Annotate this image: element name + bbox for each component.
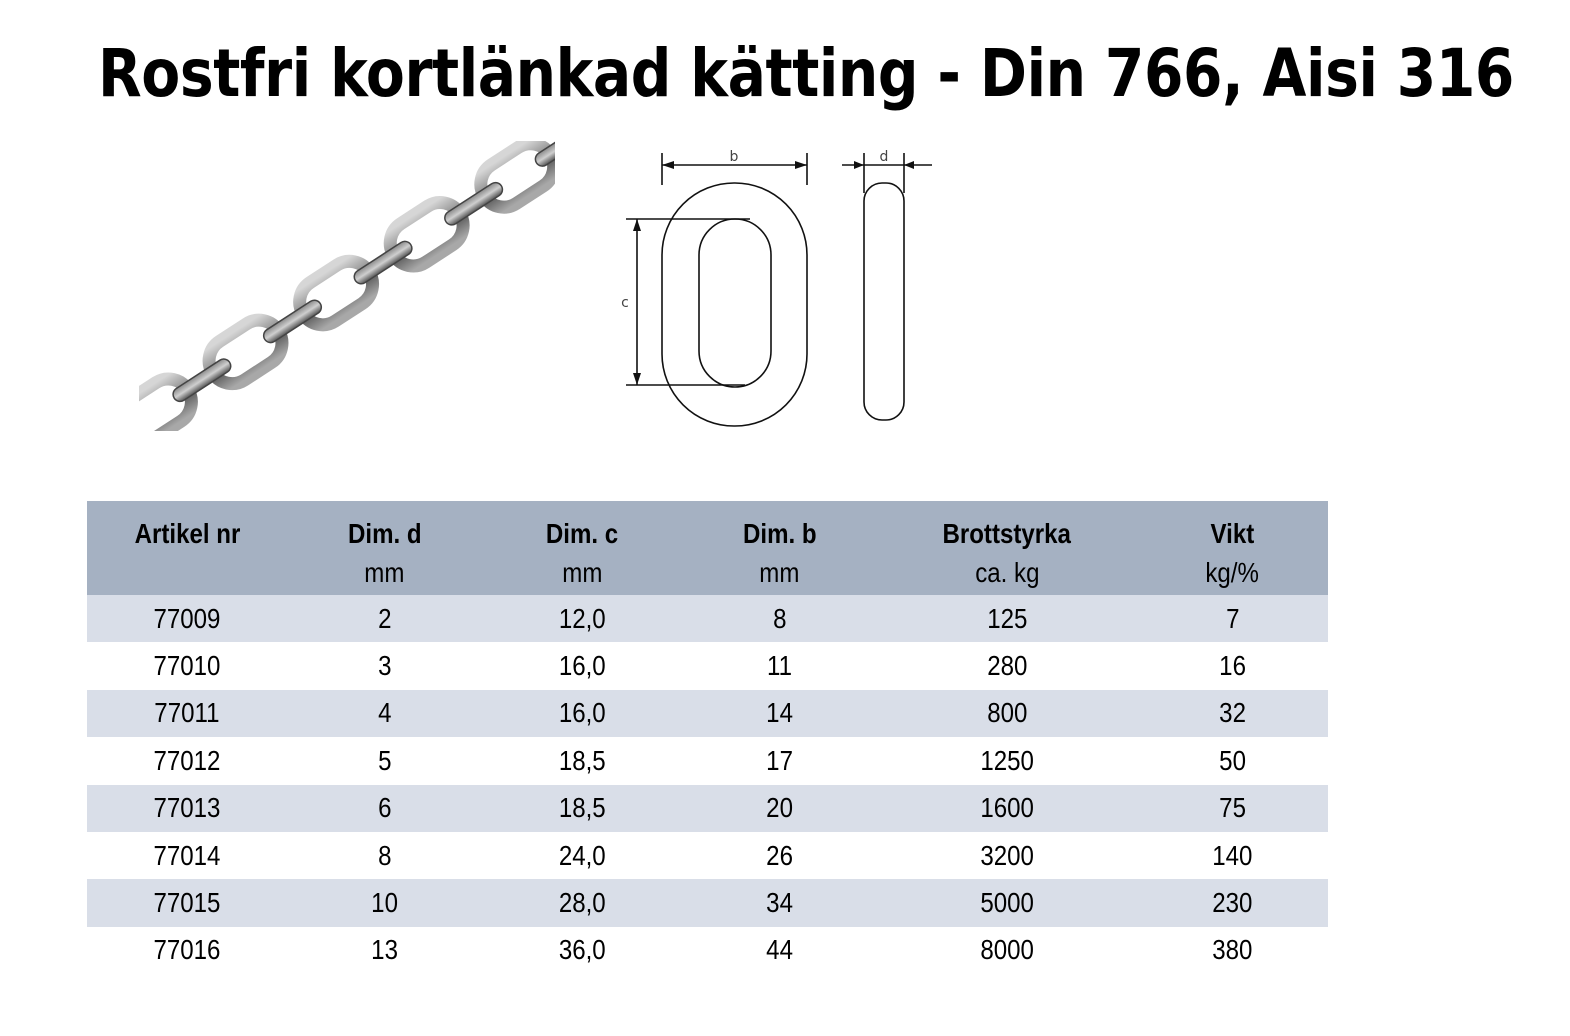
table-row (87, 690, 1328, 737)
spec-table (87, 501, 1328, 974)
cell-brottstyrka: 280 (877, 642, 1137, 689)
cell-artikel-nr: 77012 (87, 737, 287, 784)
cell-dim-d: 10 (287, 879, 482, 926)
table-row (87, 595, 1328, 642)
header-dim-d: Dim. d (287, 501, 482, 550)
cell-brottstyrka: 125 (877, 595, 1137, 642)
table-row (87, 785, 1328, 832)
cell-dim-c: 36,0 (482, 927, 682, 974)
header-dim-b: Dim. b (682, 501, 877, 550)
table-row (87, 832, 1328, 879)
cell-dim-c: 18,5 (482, 737, 682, 784)
cell-dim-b: 20 (682, 785, 877, 832)
cell-dim-b: 17 (682, 737, 877, 784)
unit-dim-b: mm (682, 550, 877, 595)
cell-artikel-nr: 77014 (87, 832, 287, 879)
cell-dim-d: 5 (287, 737, 482, 784)
cell-dim-d: 2 (287, 595, 482, 642)
table-row (87, 642, 1328, 689)
chain-photo (139, 141, 555, 431)
cell-dim-c: 16,0 (482, 642, 682, 689)
unit-dim-c: mm (482, 550, 682, 595)
cell-dim-d: 13 (287, 927, 482, 974)
cell-dim-b: 26 (682, 832, 877, 879)
unit-artikel-nr (87, 550, 287, 595)
table-row (87, 879, 1328, 926)
table-header-row (87, 501, 1328, 550)
header-artikel-nr: Artikel nr (87, 501, 287, 550)
cell-dim-d: 3 (287, 642, 482, 689)
cell-vikt: 16 (1137, 642, 1328, 689)
unit-vikt: kg/% (1137, 550, 1328, 595)
cell-artikel-nr: 77010 (87, 642, 287, 689)
table-unit-row (87, 550, 1328, 595)
dimension-c-label: c (621, 295, 629, 311)
cell-vikt: 140 (1137, 832, 1328, 879)
cell-dim-d: 8 (287, 832, 482, 879)
cell-dim-c: 16,0 (482, 690, 682, 737)
cell-dim-b: 14 (682, 690, 877, 737)
cell-dim-b: 11 (682, 642, 877, 689)
cell-artikel-nr: 77016 (87, 927, 287, 974)
table-row (87, 927, 1328, 974)
cell-artikel-nr: 77013 (87, 785, 287, 832)
chain-link-diagram (610, 145, 940, 430)
cell-brottstyrka: 3200 (877, 832, 1137, 879)
cell-vikt: 7 (1137, 595, 1328, 642)
cell-dim-c: 24,0 (482, 832, 682, 879)
cell-brottstyrka: 5000 (877, 879, 1137, 926)
cell-vikt: 32 (1137, 690, 1328, 737)
cell-dim-c: 28,0 (482, 879, 682, 926)
cell-vikt: 380 (1137, 927, 1328, 974)
cell-brottstyrka: 8000 (877, 927, 1137, 974)
cell-artikel-nr: 77015 (87, 879, 287, 926)
cell-dim-b: 44 (682, 927, 877, 974)
cell-dim-d: 6 (287, 785, 482, 832)
page-title: Rostfri kortlänkad kätting - Din 766, Aisi 316 (98, 35, 1514, 112)
cell-vikt: 50 (1137, 737, 1328, 784)
unit-brottstyrka: ca. kg (877, 550, 1137, 595)
cell-artikel-nr: 77009 (87, 595, 287, 642)
dimension-d-label: d (879, 149, 889, 165)
unit-dim-d: mm (287, 550, 482, 595)
cell-brottstyrka: 800 (877, 690, 1137, 737)
cell-dim-c: 18,5 (482, 785, 682, 832)
cell-dim-c: 12,0 (482, 595, 682, 642)
table-row (87, 737, 1328, 784)
header-brottstyrka: Brottstyrka (877, 501, 1137, 550)
cell-artikel-nr: 77011 (87, 690, 287, 737)
header-vikt: Vikt (1137, 501, 1328, 550)
cell-dim-d: 4 (287, 690, 482, 737)
cell-brottstyrka: 1250 (877, 737, 1137, 784)
cell-vikt: 230 (1137, 879, 1328, 926)
dimension-b-label: b (729, 149, 739, 165)
cell-vikt: 75 (1137, 785, 1328, 832)
header-dim-c: Dim. c (482, 501, 682, 550)
cell-dim-b: 34 (682, 879, 877, 926)
cell-brottstyrka: 1600 (877, 785, 1137, 832)
cell-dim-b: 8 (682, 595, 877, 642)
